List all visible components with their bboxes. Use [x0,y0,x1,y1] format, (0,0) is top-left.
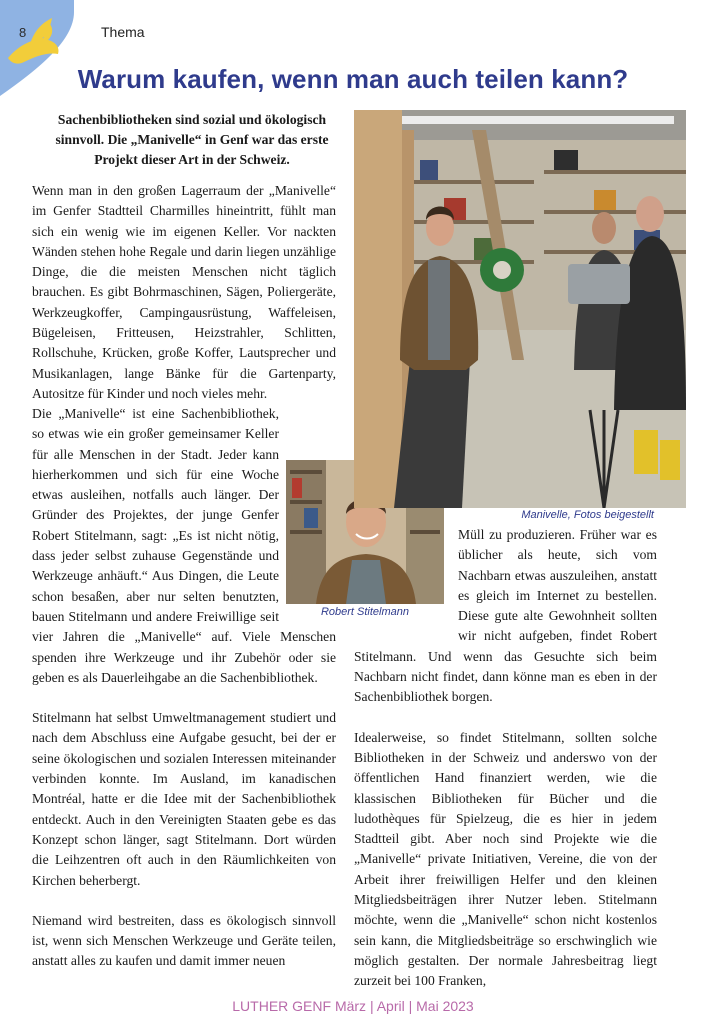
right-column [354,525,657,992]
page-number: 8 [19,25,27,40]
left-column-top [32,181,336,424]
paragraph-4: Niemand wird bestreiten, dass es ökologisch sinnvoll ist, wenn sich Menschen Werkzeuge und Geräte teilen, anstatt alles zu kaufen und damit immer neuen [32,912,336,969]
photo-caption: Manivelle, Fotos beigestellt [521,509,654,521]
paragraph-2: Die „Manivelle“ ist eine Sachenbibliothek, so etwas wie ein großer gemeinsamer Keller für alle Menschen in der Stadt. Jeder kann hierherkommen und sich für eine Woche etwas ausleihen, notfalls auch länger. Der Gründer des Projektes, der junge Genfer Robert Stitelmann, sagt: „Es ist nicht nötig, dass jeder selbst zuhause Gegenstände und Werkzeuge anhäuft.“ Aus Dingen, die Leute schon besaßen, aber nur selten benutzten, bauen Stitelmann und andere Freiwillige seit vier Jahren die „Manivelle“ auf. Viele Menschen spenden ihre Werkzeuge und ihr Zubehör oder sie geben es als Dauerleihgabe an die Sachenbibliothek. [32,406,336,685]
paragraph-1: Wenn man in den großen Lagerraum der „Manivelle“ im Genfer Stadtteil Charmilles hineintritt, fühlt man sich ein wenig wie im eigenen Keller. Vor nackten Wänden stehen hohe Regale und darin liegen unzählige Dinge, die die meisten Menschen nicht täglich brauchen. Es gibt Bohrmaschinen, Sägen, Poliergeräte, Werkzeugkoffer, Campingausrüstung, Waffeleisen, Bügeleisen, Fritteusen, Heizstrahler, Schlitten, Rollschuhe, Krücken, große Koffer, Lautsprecher und Musikanlagen, lange Bänke für die Gartenparty, Autositze für Kinder und noch vieles mehr. [32,183,336,401]
paragraph-5: Müll zu produzieren. Früher war es üblicher als heute, sich vom Nachbarn etwas auszuleihen, anstatt es gleich im Internet zu bestellen. Diese gute alte Gewohnheit sollten wir nicht aufgeben, findet Robert Stitelmann. Und wenn das Gesuchte sich beim Nachbarn nicht findet, dann könne man es eben in der Sachenbibliothek borgen. [354,527,657,705]
paragraph-3: Stitelmann hat selbst Umweltmanagement studiert und nach dem Abschluss eine Aufgabe gesucht, bei der er seine ökologischen und sozialen Interessen miteinander verbinden konnte. Im Ausland, im kanadischen Montréal, hatte er die Idee mit der Sachenbibliothek entdeckt. Auch in den Vereinigten Staaten gebe es das Konzept schon länger, sagt Stitelmann. Dort würden die Leihzentren oft auch in den Räumlichkeiten von Kirchen beherbergt. [32,710,336,888]
section-label: Thema [101,24,145,40]
caption-spacer [354,525,458,645]
page-footer: LUTHER GENF März | April | Mai 2023 [232,998,474,1014]
paragraph-6: Idealerweise, so findet Stitelmann, sollten solche Bibliotheken in der Schweiz und anderswo von der öffentlichen Hand finanziert werden, wie die klassischen Bibliotheken für Bücher und die ludothèques für Spielzeug, die es hier in jedem Stadtteil gibt. Aber noch sind Projekte wie die „Manivelle“ private Initiativen, Vereine, die von der Arbeit ihrer freiwilligen Helfer und den kleinen Mitgliedsbeiträgen ihrer Nutzer leben. Stitelmann möchte, wenn die „Manivelle“ schon nicht kostenlos sein kann, die Mitgliedsbeiträge so erschwinglich wie möglich gestalten. Der normale Jahresbeitrag liegt zurzeit bei 100 Franken, [354,729,657,989]
article-lead: Sachenbibliotheken sind sozial und ökologisch sinnvoll. Die „Manivelle“ in Genf war das erste Projekt dieser Art in der Schweiz. [55,112,329,167]
article-headline: Warum kaufen, wenn man auch teilen kann? [77,64,629,94]
storage-room-photo [354,110,686,508]
portrait-caption: Robert Stitelmann [320,606,410,618]
